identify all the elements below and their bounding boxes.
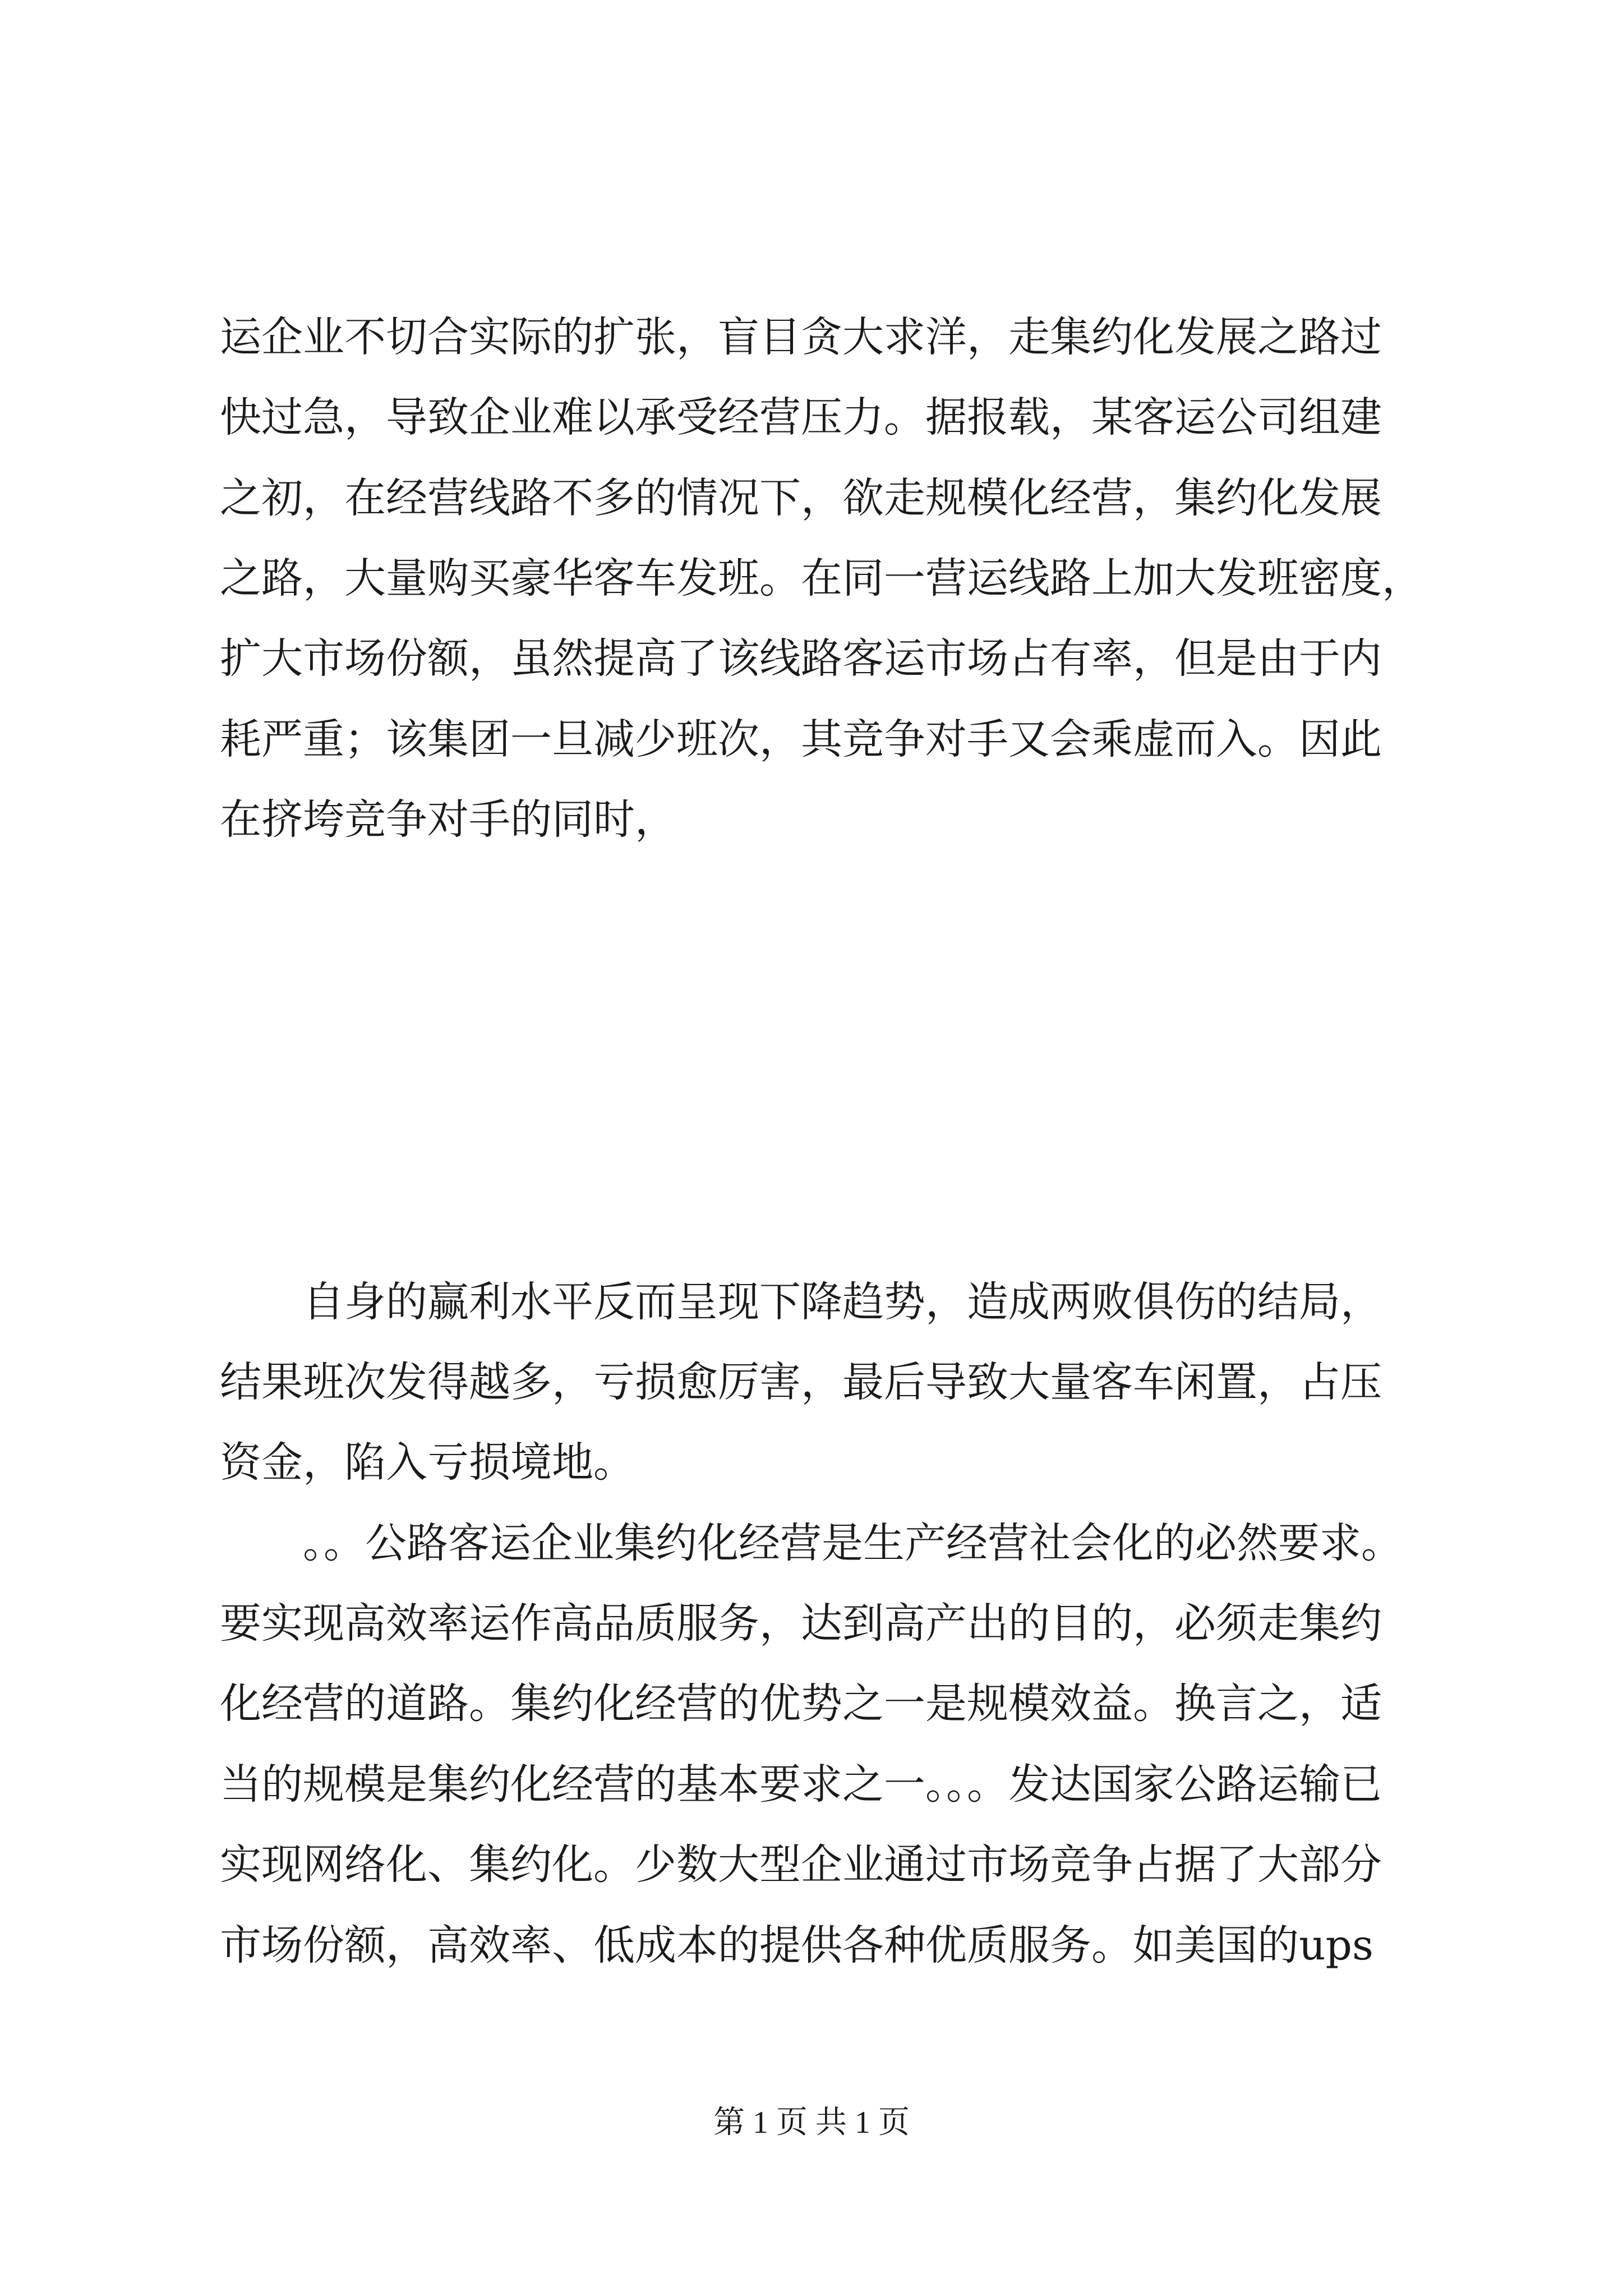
paragraph-line: 之路，大量购买豪华客车发班。在同一营运线路上加大发班密度， bbox=[220, 554, 1423, 602]
paragraph-line: 化经营的道路。集约化经营的优势之一是规模效益。换言之，适 bbox=[220, 1680, 1382, 1728]
paragraph-line: 耗严重；该集团一旦减少班次，其竞争对手又会乘虚而入。因此 bbox=[220, 715, 1382, 763]
paragraph-line: 结果班次发得越多，亏损愈厉害，最后导致大量客车闲置，占压 bbox=[220, 1358, 1382, 1406]
paragraph-line: 之初，在经营线路不多的情况下，欲走规模化经营，集约化发展 bbox=[220, 474, 1382, 522]
paragraph-line: 自身的赢利水平反而呈现下降趋势，造成两败俱伤的结局， bbox=[303, 1278, 1382, 1326]
paragraph-line: 要实现高效率运作高品质服务，达到高产出的目的，必须走集约 bbox=[220, 1599, 1382, 1648]
paragraph-line: 快过急，导致企业难以承受经营压力。据报载，某客运公司组建 bbox=[220, 393, 1382, 441]
paragraph-line: 运企业不切合实际的扩张，盲目贪大求洋，走集约化发展之路过 bbox=[220, 313, 1382, 361]
paragraph-line: 当的规模是集约化经营的基本要求之一。。。发达国家公路运输已 bbox=[220, 1760, 1382, 1809]
paragraph-line: 资金，陷入亏损境地。 bbox=[220, 1438, 635, 1487]
paragraph-line: 扩大市场份额，虽然提高了该线路客运市场占有率，但是由于内 bbox=[220, 634, 1382, 683]
paragraph-line: 。。公路客运企业集约化经营是生产经营社会化的必然要求。 bbox=[303, 1519, 1403, 1567]
paragraph-line: 在挤垮竞争对手的同时， bbox=[220, 795, 676, 844]
paragraph-line: 实现网络化、集约化。少数大型企业通过市场竞争占据了大部分 bbox=[220, 1841, 1382, 1889]
paragraph-line: 市场份额，高效率、低成本的提供各种优质服务。如美国的ups bbox=[220, 1921, 1374, 1970]
page-footer: 第 1 页 共 1 页 bbox=[713, 2105, 910, 2140]
